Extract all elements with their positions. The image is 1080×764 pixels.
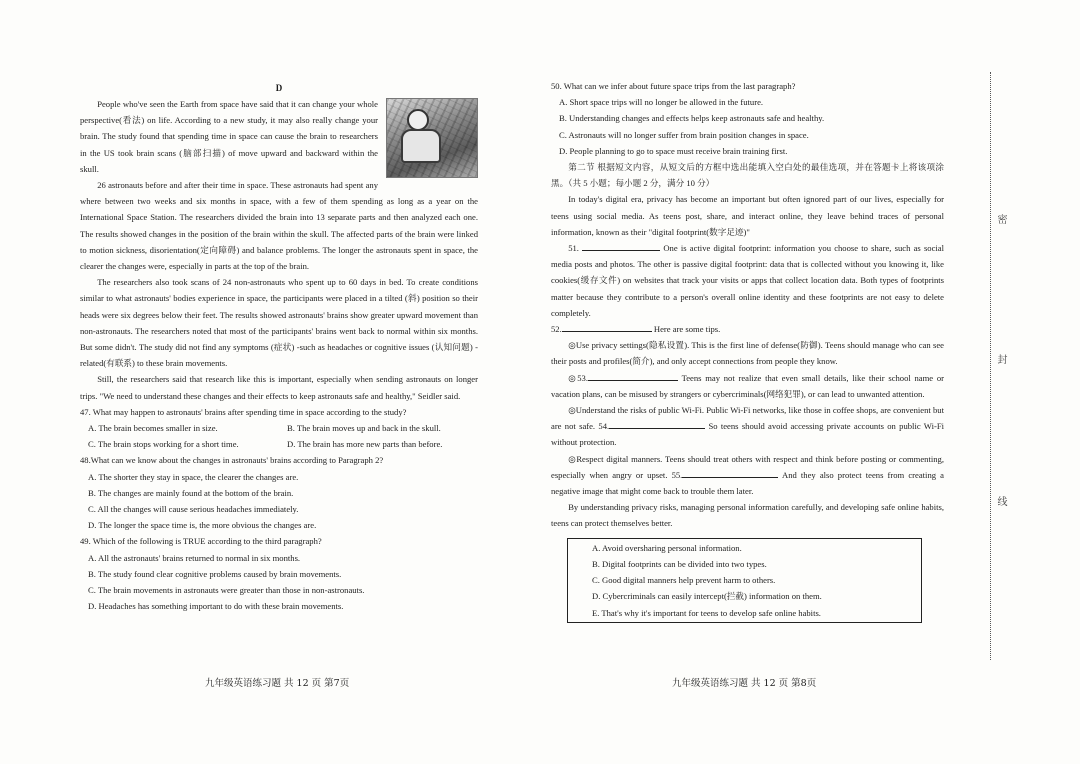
blank-53 bbox=[588, 371, 678, 381]
cloze-paragraph-3 bbox=[551, 321, 944, 337]
question-50: 50. What can we infer about future space trips from the last paragraph? bbox=[551, 81, 796, 91]
option-48b: B. The changes are mainly found at the bottom of the brain. bbox=[88, 487, 294, 498]
passage-paragraph-4: Still, the researchers said that research like this is important, especially when sending astronauts on longer trips. "We need to understand these changes and their effects to keep astronauts safe and healthy," Seidler said. bbox=[80, 374, 478, 401]
cloze-paragraph-8: By understanding privacy risks, managing personal information carefully, and developing safe online habits, teens can protect themselves better. bbox=[551, 502, 944, 529]
cloze-paragraph-7-text-a: ◎Respect digital manners. Teens should treat others with respect and think before posting or commenting, especially when angry or upset. 55. bbox=[551, 453, 944, 480]
option-49c: C. The brain movements in astronauts were greater than those in non-astronauts. bbox=[88, 585, 365, 596]
option-50a: A. Short space trips will no longer be allowed in the future. bbox=[559, 97, 764, 108]
passage-paragraph-3: The researchers also took scans of 24 non-astronauts who spent up to 60 days in bed. To create conditions similar to what astronauts' bodies experience in space, the participants were placed in a tilted (斜) position so their heads were six degrees below their feet. The results showed astronauts' brains show greater upward movement than non-astronauts. The researchers noted that most of the participants' brains went back to normal within six months. But some didn't. The study did not find any symptoms (症状) -such as headaches or cognitive issues (认知问题) -related(有联系) to these brain movements. bbox=[80, 277, 478, 369]
binding-dotted-line bbox=[990, 72, 991, 660]
option-47c: C. The brain stops working for a short time. bbox=[88, 439, 239, 450]
blank-51-number: 51. bbox=[568, 243, 579, 254]
left-column bbox=[80, 80, 478, 615]
blank-53-number: ◎53. bbox=[568, 372, 589, 383]
cloze-paragraph-7 bbox=[551, 451, 944, 500]
box-option-c: C. Good digital manners help prevent harm to others. bbox=[592, 575, 776, 586]
blank-52 bbox=[562, 322, 652, 332]
question-47: 47. What may happen to astronauts' brains after spending time in space according to the study? bbox=[80, 406, 407, 417]
right-column bbox=[551, 78, 944, 623]
astronaut-photo bbox=[386, 98, 478, 178]
option-47b: B. The brain moves up and back in the skull. bbox=[287, 423, 441, 434]
option-48d: D. The longer the space time is, the more obvious the changes are. bbox=[88, 520, 317, 531]
blank-54 bbox=[609, 419, 705, 429]
option-48c: C. All the changes will cause serious headaches immediately. bbox=[88, 504, 299, 515]
question-48: 48.What can we know about the changes in astronauts' brains according to Paragraph 2? bbox=[80, 455, 384, 466]
section-instructions: 第二节 根据短文内容，从短文后的方框中选出能填入空白处的最佳选项，并在答题卡上将该项涂黑。（共 5 小题；每小题 2 分，满分 10 分） bbox=[551, 162, 944, 189]
passage-paragraph-1: People who've seen the Earth from space have said that it can change your whole perspective(看法) on life. According to a new study, it may also really change your brain. The study found that spending time in space can cause the brain to researchers in the US took brain scans (脑部扫描) of move upward and backward within the skull. bbox=[80, 99, 378, 174]
option-50b: B. Understanding changes and effects helps keep astronauts safe and healthy. bbox=[559, 113, 825, 124]
binding-mark-feng: 封 bbox=[995, 354, 1006, 364]
cloze-paragraph-6 bbox=[551, 402, 944, 451]
question-47-options-row-1 bbox=[80, 420, 478, 436]
cloze-paragraph-2-text: One is active digital footprint: information you choose to share, such as social media posts and photos. The other is passive digital footprint: data that is collected without you knowing it, like cookies(缓存文件) on websites that track your visits or apps that collect location data. Both types of footprints matter because they contribute to a person's overall online identity and these footprints are not easy to delete completely. bbox=[551, 243, 944, 318]
option-49a: A. All the astronauts' brains returned to normal in six months. bbox=[88, 552, 301, 563]
binding-mark-mi: 密 bbox=[995, 214, 1006, 224]
option-50c: C. Astronauts will no longer suffer from brain position changes in space. bbox=[559, 129, 809, 140]
cloze-paragraph-4: ◎Use privacy settings(隐私设置). This is the first line of defense(防御). Teens should manage who can see their posts and profiles(简介), and only accept connections from people they know. bbox=[551, 340, 944, 367]
box-option-e: E. That's why it's important for teens to develop safe online habits. bbox=[592, 607, 821, 618]
passage-heading: D bbox=[275, 83, 283, 93]
cloze-paragraph-1: In today's digital era, privacy has become an important but often ignored part of our lives, especially for teens using social media. As teens post, share, and interact online, they leave behind traces of personal information, known as their "digital footprint(数字足迹)" bbox=[551, 194, 944, 237]
binding-mark-xian: 线 bbox=[995, 496, 1006, 506]
option-48a: A. The shorter they stay in space, the clearer the changes are. bbox=[88, 471, 299, 482]
question-49: 49. Which of the following is TRUE according to the third paragraph? bbox=[80, 536, 322, 547]
blank-51 bbox=[582, 241, 660, 251]
passage-paragraph-2: 26 astronauts before and after their time in space. These astronauts had spent any where between two weeks and six months in space, with a few of them spending as long as a year on the International Space Station. The researchers divided the brain into 13 separate parts and then analyzed each one. The results showed changes in the position of the brain within the skull. The affected parts of the brain were linked to motion sickness, disorientation(定向障碍) and balance problems. The longer the astronauts spent in space, the clearer the changes were, especially in parts at the top of the brain. bbox=[80, 180, 478, 272]
box-option-a: A. Avoid oversharing personal information. bbox=[592, 542, 742, 553]
cloze-paragraph-6-text-a: ◎Understand the risks of public Wi-Fi. Public Wi-Fi networks, like those in coffee shops, are convenient but are not safe. 54. bbox=[551, 405, 944, 432]
cloze-paragraph-5 bbox=[551, 370, 944, 402]
astronaut-helmet-shape bbox=[407, 109, 429, 131]
answer-options-box bbox=[567, 538, 922, 623]
box-option-d: D. Cybercriminals can easily intercept(拦截) information on them. bbox=[592, 591, 822, 602]
option-47d: D. The brain has more new parts than before. bbox=[287, 439, 443, 450]
page-footer-left: 九年级英语练习题 共 12 页 第7页 bbox=[205, 678, 350, 689]
blank-52-number: 52. bbox=[551, 324, 562, 335]
cloze-paragraph-2 bbox=[551, 240, 944, 321]
cloze-paragraph-6-text-b: So teens should avoid accessing private accounts on public Wi-Fi without protection. bbox=[551, 421, 944, 448]
cloze-paragraph-5-text: Teens may not realize that even small details, like their school name or vacation plans, can be misused by strangers or cybercriminals(网络犯罪), or can lead to unwanted attention. bbox=[551, 372, 944, 399]
blank-55 bbox=[682, 468, 778, 478]
cloze-paragraph-7-text-b: And they also protect teens from creating a negative image that might come back to trouble them later. bbox=[551, 469, 944, 497]
page-footer-right: 九年级英语练习题 共 12 页 第8页 bbox=[672, 678, 817, 689]
option-49d: D. Headaches has something important to do with these brain movements. bbox=[88, 601, 344, 612]
cloze-paragraph-3-text: Here are some tips. bbox=[653, 324, 721, 335]
option-47a: A. The brain becomes smaller in size. bbox=[88, 423, 218, 434]
question-47-options-row-2 bbox=[80, 436, 478, 452]
option-50d: D. People planning to go to space must receive brain training first. bbox=[559, 145, 788, 156]
astronaut-suit-shape bbox=[401, 129, 441, 163]
box-option-b: B. Digital footprints can be divided into two types. bbox=[592, 558, 767, 569]
option-49b: B. The study found clear cognitive problems caused by brain movements. bbox=[88, 568, 342, 579]
